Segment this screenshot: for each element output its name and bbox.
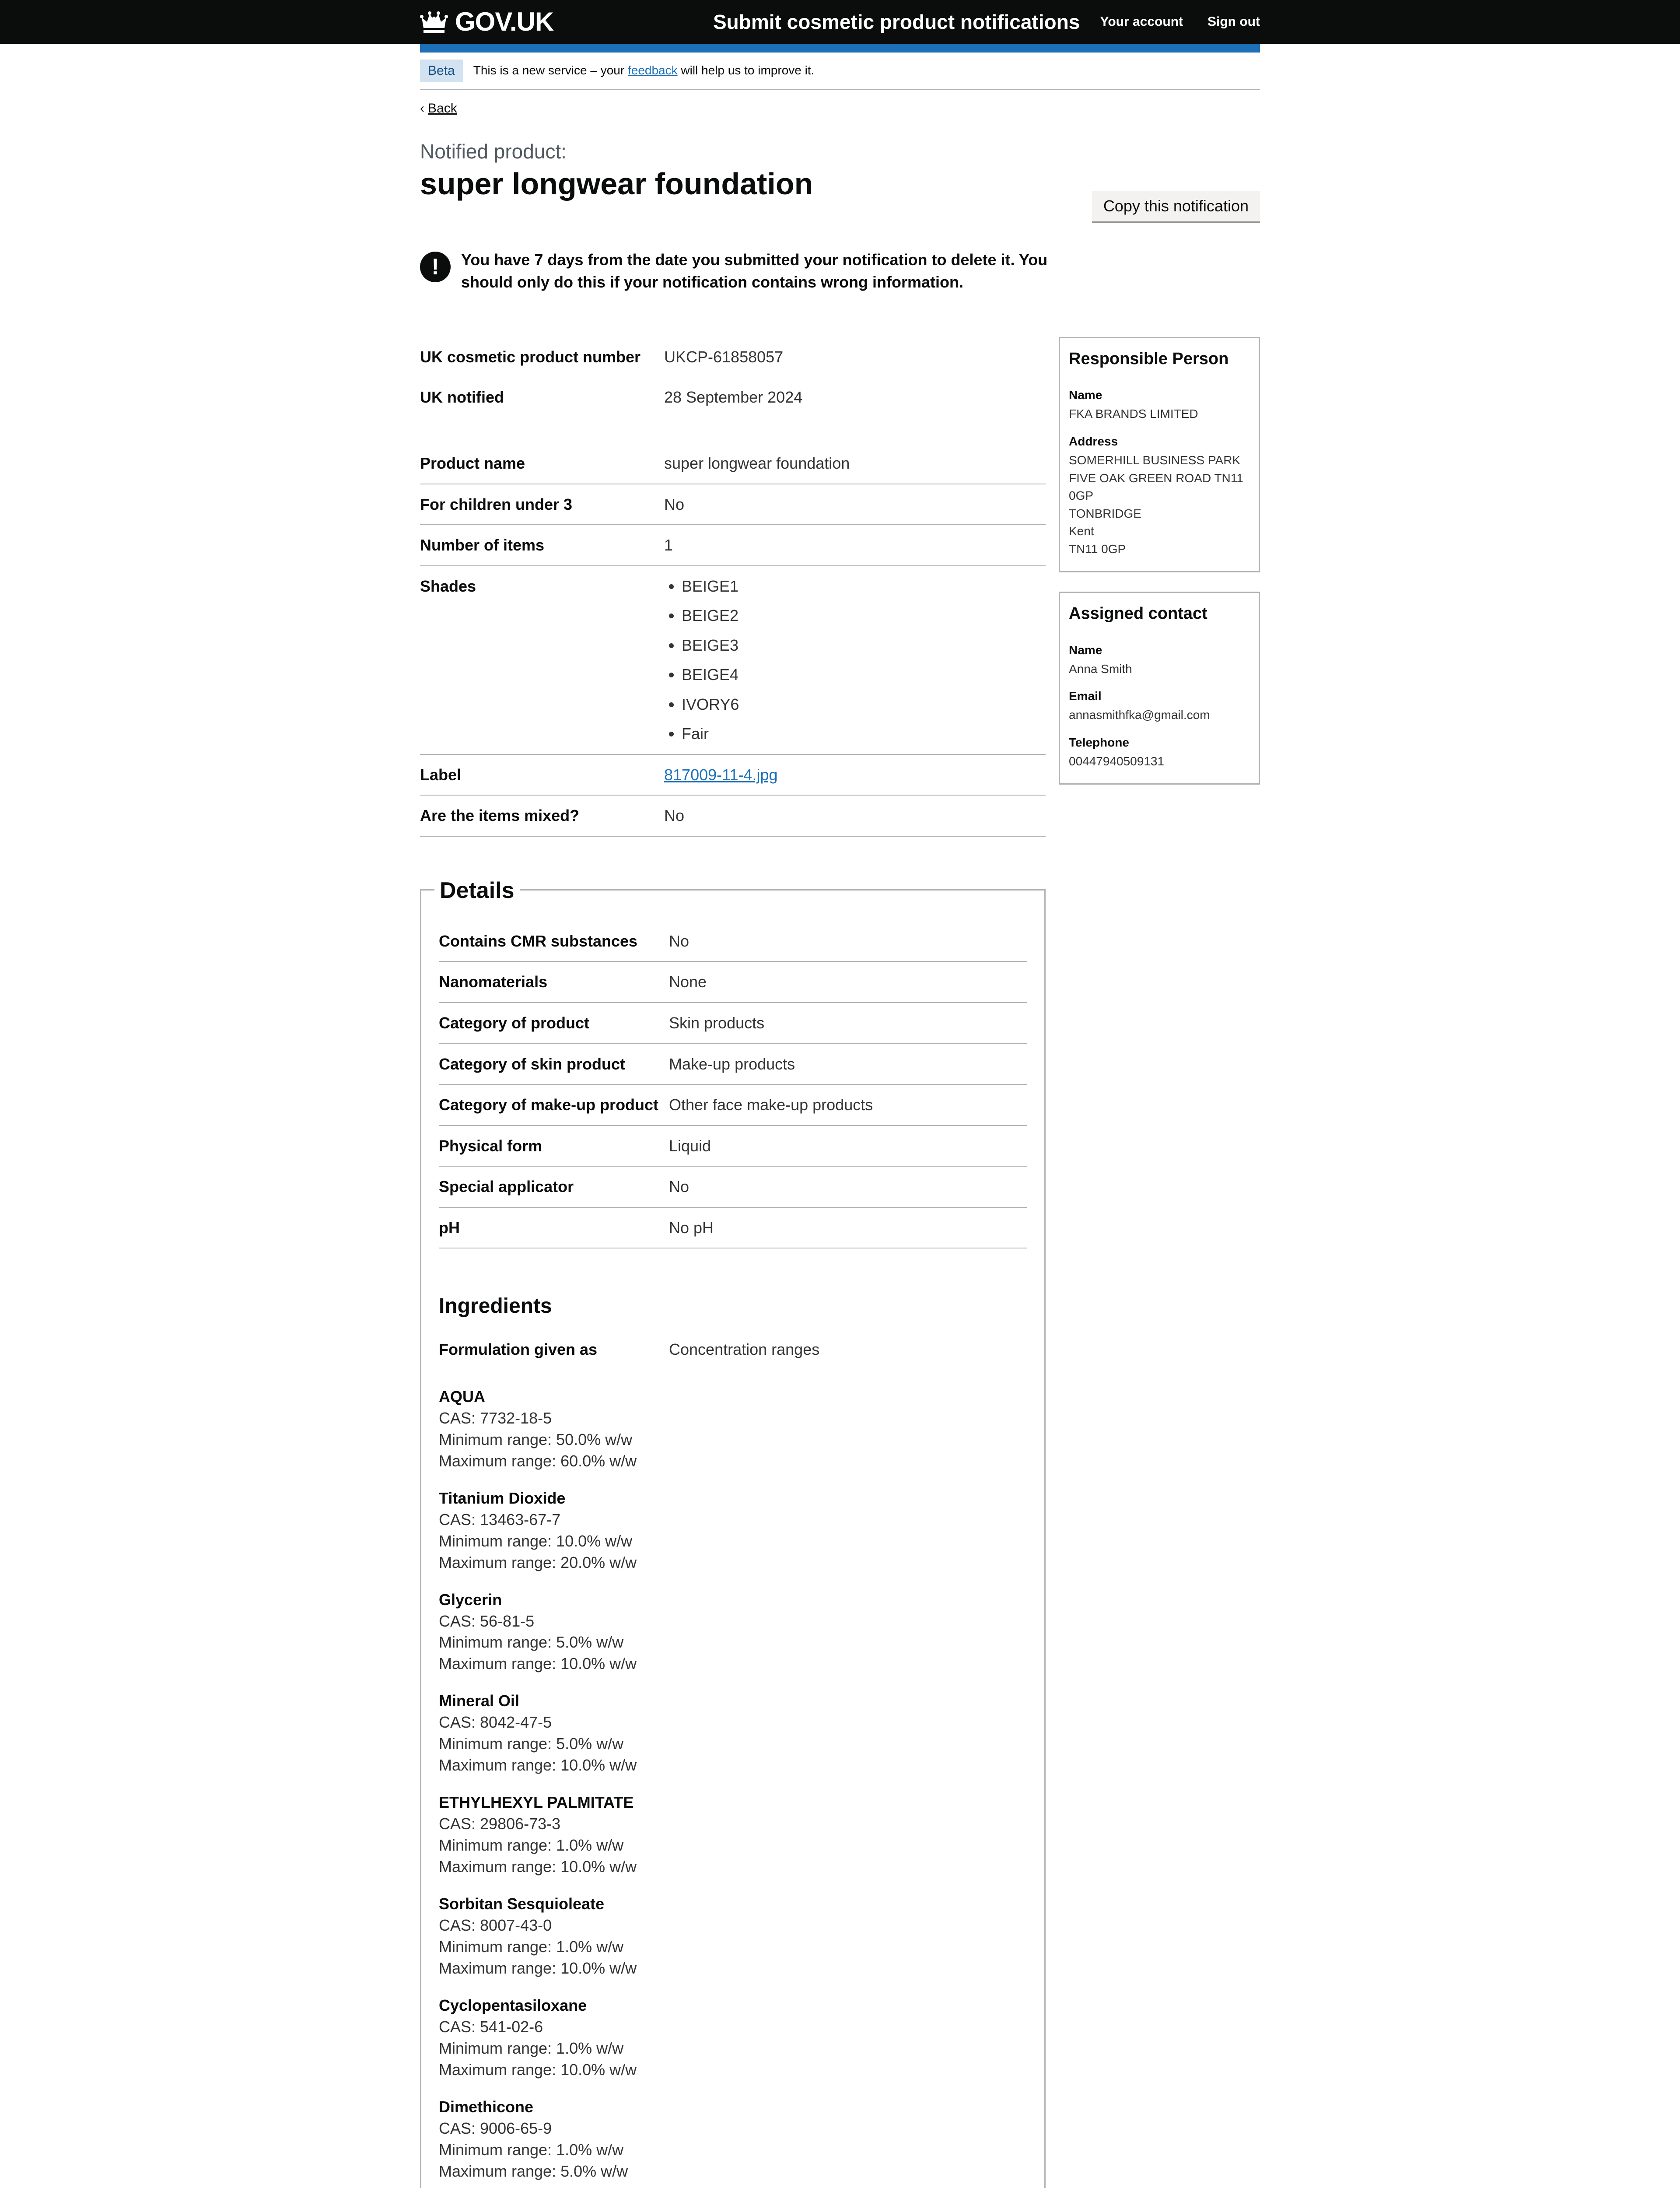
summary-row	[420, 443, 1046, 484]
ingredient-name: ETHYLHEXYL PALMITATE	[439, 1793, 634, 1812]
ingredient-min-range: Minimum range: 10.0% w/w	[439, 1532, 633, 1550]
summary-key: Shades	[420, 577, 476, 595]
ingredient-max-range: Maximum range: 10.0% w/w	[439, 1655, 637, 1673]
ingredient-cas: CAS: 8042-47-5	[439, 1713, 552, 1732]
card-value: Anna Smith	[1069, 662, 1132, 676]
ingredient-item	[439, 1589, 1027, 1675]
address-block	[1069, 452, 1250, 558]
header-nav	[1100, 13, 1260, 31]
warning-message: You have 7 days from the date you submitted your notification to delete it. You should only do this if your notification contains wrong information.	[461, 251, 1048, 291]
summary-value	[664, 764, 1046, 785]
card-label: Name	[1069, 388, 1102, 402]
shades-list	[664, 576, 1046, 744]
details-key: Special applicator	[439, 1178, 574, 1196]
logo-text: GOV.UK	[455, 7, 554, 37]
details-row	[439, 921, 1027, 962]
ingredient-max-range: Maximum range: 10.0% w/w	[439, 1858, 637, 1876]
your-account-link[interactable]: Your account	[1100, 14, 1183, 29]
shade-item: • BEIGE2	[682, 605, 1046, 626]
ingredient-name: Sorbitan Sesquioleate	[439, 1895, 605, 1913]
card-value: annasmithfka@gmail.com	[1069, 708, 1210, 722]
ingredient-list	[439, 1386, 1027, 2188]
summary-value: UKCP-61858057	[664, 348, 784, 366]
card-value: 00447940509131	[1069, 754, 1165, 768]
details-legend: Details	[434, 876, 520, 906]
details-row	[439, 962, 1027, 1003]
details-row	[439, 1085, 1027, 1126]
details-value: No pH	[669, 1218, 714, 1237]
main-container	[420, 53, 1260, 2188]
summary-key: Product name	[420, 454, 525, 473]
notification-summary	[420, 337, 1046, 417]
chevron-left-icon: ‹	[420, 101, 424, 116]
summary-value: No	[664, 495, 685, 513]
address-line: TN11 0GP	[1069, 542, 1126, 556]
address-line: TONBRIDGE	[1069, 506, 1141, 520]
shade-item: • Fair	[682, 723, 1046, 744]
address-line: Kent	[1069, 524, 1094, 538]
details-key: Contains CMR substances	[439, 932, 638, 950]
copy-notification-button[interactable]: Copy this notification	[1092, 191, 1260, 223]
summary-key: Number of items	[420, 536, 545, 554]
details-row	[439, 1167, 1027, 1208]
ingredient-max-range: Maximum range: 20.0% w/w	[439, 1553, 637, 1571]
summary-value: No	[664, 806, 685, 825]
details-row	[439, 1126, 1027, 1167]
main-column	[420, 337, 1046, 2188]
site-header	[0, 0, 1680, 44]
ingredient-name: Titanium Dioxide	[439, 1489, 566, 1507]
ingredient-cas: CAS: 9006-65-9	[439, 2119, 552, 2137]
service-name-link[interactable]: Submit cosmetic product notifications	[713, 10, 1080, 33]
formulation-key: Formulation given as	[439, 1340, 598, 1359]
ingredient-cas: CAS: 8007-43-0	[439, 1916, 552, 1934]
ingredient-cas: CAS: 29806-73-3	[439, 1815, 561, 1833]
ingredient-min-range: Minimum range: 50.0% w/w	[439, 1430, 633, 1448]
sign-out-link[interactable]: Sign out	[1208, 14, 1260, 29]
ingredient-item	[439, 2097, 1027, 2182]
details-key: Category of product	[439, 1013, 590, 1032]
shade-item: • BEIGE1	[682, 576, 1046, 597]
ingredient-min-range: Minimum range: 1.0% w/w	[439, 2039, 624, 2057]
details-key: pH	[439, 1218, 460, 1237]
ingredient-min-range: Minimum range: 1.0% w/w	[439, 1836, 624, 1855]
summary-row	[420, 377, 1046, 417]
summary-key: UK cosmetic product number	[420, 348, 641, 366]
summary-key: UK notified	[420, 388, 504, 406]
phase-text-after: will help us to improve it.	[681, 63, 815, 77]
summary-row	[420, 337, 1046, 377]
ingredient-min-range: Minimum range: 5.0% w/w	[439, 1735, 624, 1753]
card-value: FKA BRANDS LIMITED	[1069, 407, 1198, 421]
ingredient-cas: CAS: 541-02-6	[439, 2017, 543, 2036]
details-value: Skin products	[669, 1013, 765, 1032]
summary-value: 1	[664, 536, 673, 554]
summary-value: super longwear foundation	[664, 454, 850, 473]
summary-row	[420, 796, 1046, 837]
summary-key: For children under 3	[420, 495, 573, 513]
phase-text-before: This is a new service – your	[473, 63, 625, 77]
card-title: Responsible Person	[1069, 350, 1229, 368]
details-row	[439, 1044, 1027, 1085]
back-link[interactable]	[420, 100, 457, 117]
ingredient-item	[439, 1792, 1027, 1878]
details-row	[439, 1208, 1027, 1249]
address-line: FIVE OAK GREEN ROAD TN11	[1069, 471, 1243, 485]
card-title: Assigned contact	[1069, 604, 1208, 623]
feedback-link[interactable]: feedback	[627, 63, 678, 77]
ingredient-item	[439, 1995, 1027, 2081]
label-image-link[interactable]: 817009-11-4.jpg	[664, 765, 778, 784]
summary-row	[420, 525, 1046, 566]
details-value: None	[669, 973, 707, 991]
ingredient-name: Glycerin	[439, 1590, 502, 1609]
warning-text	[420, 249, 1059, 293]
card-label: Address	[1069, 434, 1118, 448]
card-label: Telephone	[1069, 735, 1129, 749]
content-layout	[420, 337, 1260, 2188]
details-value: Make-up products	[669, 1055, 795, 1073]
page-caption: Notified product:	[420, 140, 567, 163]
details-summary	[439, 921, 1027, 1248]
ingredient-min-range: Minimum range: 1.0% w/w	[439, 2140, 624, 2159]
ingredient-min-range: Minimum range: 1.0% w/w	[439, 1937, 624, 1956]
details-value: No	[669, 1178, 690, 1196]
ingredient-cas: CAS: 7732-18-5	[439, 1409, 552, 1427]
product-summary	[420, 443, 1046, 837]
page-title: super longwear foundation	[420, 167, 813, 201]
crown-icon	[420, 9, 448, 35]
ingredient-item	[439, 1488, 1027, 1574]
details-key: Category of skin product	[439, 1055, 626, 1073]
formulation-value: Concentration ranges	[669, 1340, 820, 1359]
summary-row	[420, 755, 1046, 796]
details-value: Other face make-up products	[669, 1096, 873, 1114]
ingredient-name: Mineral Oil	[439, 1692, 520, 1710]
responsible-person-card	[1059, 337, 1260, 572]
ingredient-name: Cyclopentasiloxane	[439, 1996, 587, 2014]
formulation-row	[439, 1339, 1027, 1360]
govuk-logo-link[interactable]	[420, 4, 553, 39]
summary-value: 28 September 2024	[664, 388, 803, 406]
shade-item: • IVORY6	[682, 694, 1046, 715]
ingredient-name: Dimethicone	[439, 2097, 534, 2116]
ingredient-min-range: Minimum range: 5.0% w/w	[439, 1633, 624, 1652]
details-value: No	[669, 932, 690, 950]
beta-tag: Beta	[420, 60, 463, 82]
summary-row	[420, 566, 1046, 755]
sidebar	[1059, 337, 1260, 2188]
details-fieldset	[420, 877, 1046, 2188]
details-value: Liquid	[669, 1136, 711, 1155]
ingredient-max-range: Maximum range: 10.0% w/w	[439, 1756, 637, 1774]
warning-icon: !	[420, 252, 451, 282]
summary-key: Label	[420, 765, 462, 784]
details-key: Physical form	[439, 1136, 542, 1155]
summary-key: Are the items mixed?	[420, 806, 580, 825]
back-link-label: Back	[428, 101, 457, 116]
ingredient-item	[439, 1893, 1027, 1979]
phase-banner	[420, 53, 1260, 90]
ingredients-heading: Ingredients	[439, 1294, 552, 1318]
summary-row	[420, 484, 1046, 526]
ingredient-item	[439, 1386, 1027, 1472]
details-row	[439, 1003, 1027, 1044]
shade-item: • BEIGE4	[682, 664, 1046, 685]
summary-value	[664, 576, 1046, 744]
ingredient-item	[439, 1690, 1027, 1776]
ingredient-max-range: Maximum range: 60.0% w/w	[439, 1452, 637, 1470]
ingredient-max-range: Maximum range: 5.0% w/w	[439, 2162, 628, 2180]
address-line: SOMERHILL BUSINESS PARK	[1069, 453, 1241, 467]
ingredient-max-range: Maximum range: 10.0% w/w	[439, 1959, 637, 1977]
card-label: Email	[1069, 689, 1102, 703]
shade-item: • BEIGE3	[682, 635, 1046, 656]
ingredient-cas: CAS: 13463-67-7	[439, 1510, 561, 1529]
address-line: 0GP	[1069, 489, 1094, 503]
header-blue-bar	[420, 44, 1260, 53]
details-key: Nanomaterials	[439, 973, 548, 991]
details-key: Category of make-up product	[439, 1096, 659, 1114]
ingredient-cas: CAS: 56-81-5	[439, 1612, 535, 1630]
ingredient-max-range: Maximum range: 10.0% w/w	[439, 2060, 637, 2079]
ingredient-name: AQUA	[439, 1387, 485, 1406]
card-label: Name	[1069, 643, 1102, 657]
assigned-contact-card	[1059, 592, 1260, 785]
